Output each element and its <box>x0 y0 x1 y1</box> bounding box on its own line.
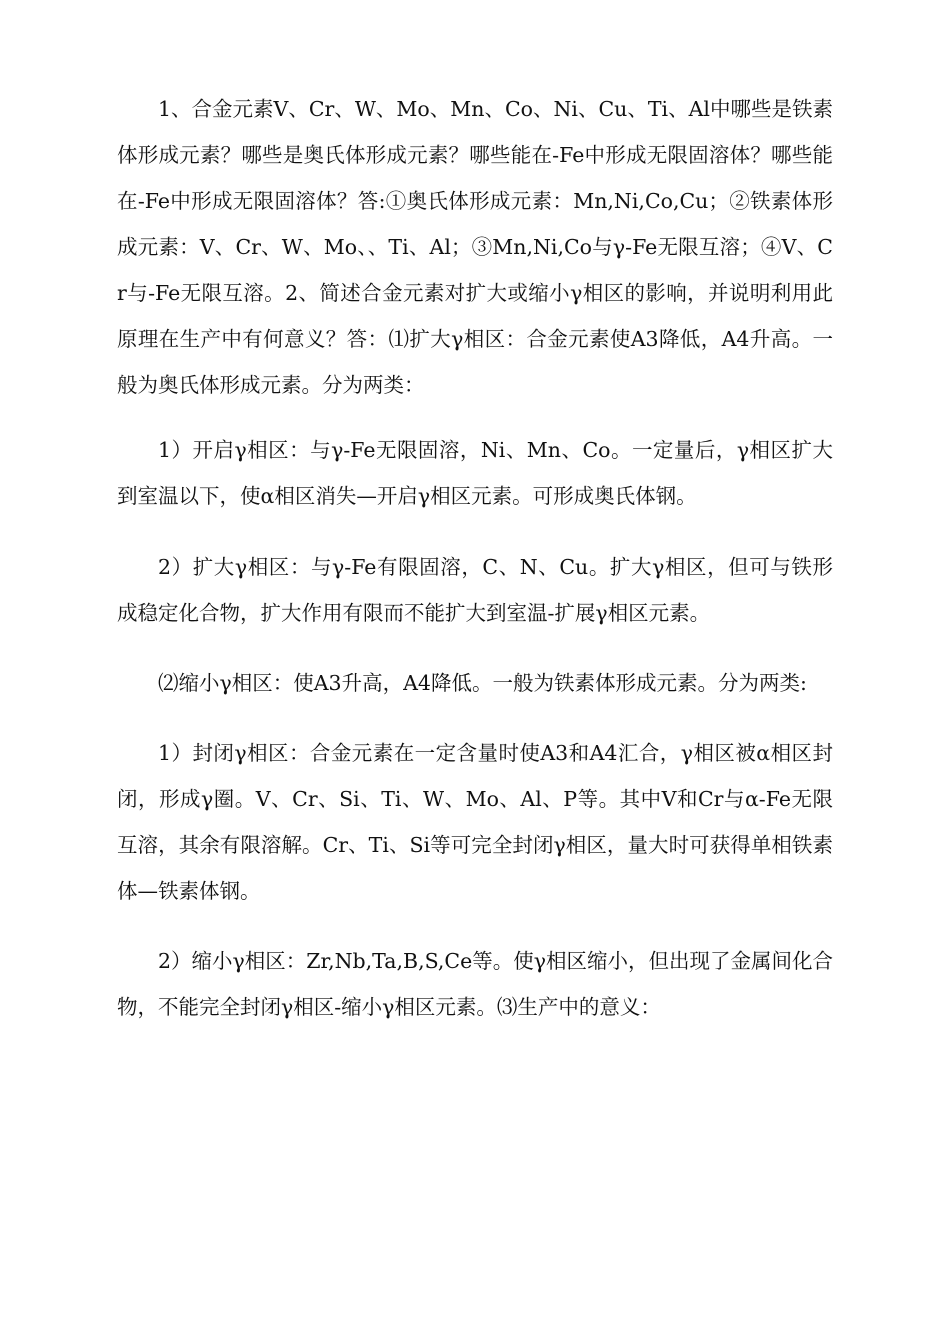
paragraph-alloy-elements-question: 1、合金元素V、Cr、W、Mo、Mn、Co、Ni、Cu、Ti、Al中哪些是铁素体形成元素？哪些是奥氏体形成元素？哪些能在-Fe中形成无限固溶体？哪些能在-Fe中形成无限固溶体？答:①奥氏体形成元素：Mn,Ni,Co,Cu；②铁素体形成元素：V、Cr、W、Mo、、Ti、Al；③Mn,Ni,Co与γ-Fe无限互溶；④V、Cr与-Fe无限互溶。2、简述合金元素对扩大或缩小γ相区的影响，并说明利用此原理在生产中有何意义？答：⑴扩大γ相区：合金元素使A3降低，A4升高。一般为奥氏体形成元素。分为两类： <box>117 97 833 397</box>
paragraph-close-gamma-region: 1）封闭γ相区：合金元素在一定含量时使A3和A4汇合，γ相区被α相区封闭，形成γ圈。V、Cr、Si、Ti、W、Mo、Al、P等。其中V和Cr与α-Fe无限互溶，其余有限溶解。Cr、Ti、Si等可完全封闭γ相区，量大时可获得单相铁素体—铁素体钢。 <box>117 741 833 903</box>
paragraph-expand-gamma-region: 2）扩大γ相区：与γ-Fe有限固溶，C、N、Cu。扩大γ相区，但可与铁形成稳定化合物，扩大作用有限而不能扩大到室温-扩展γ相区元素。 <box>117 555 833 625</box>
paragraph-open-gamma-region: 1）开启γ相区：与γ-Fe无限固溶，Ni、Mn、Co。一定量后，γ相区扩大到室温以下，使α相区消失—开启γ相区元素。可形成奥氏体钢。 <box>117 438 833 508</box>
paragraph-reduce-gamma-region: 2）缩小γ相区：Zr,Nb,Ta,B,S,Ce等。使γ相区缩小，但出现了金属间化合物，不能完全封闭γ相区-缩小γ相区元素。⑶生产中的意义： <box>117 949 833 1019</box>
document-body <box>117 86 833 1030</box>
paragraph-shrink-gamma-region: ⑵缩小γ相区：使A3升高，A4降低。一般为铁素体形成元素。分为两类: <box>158 671 807 695</box>
